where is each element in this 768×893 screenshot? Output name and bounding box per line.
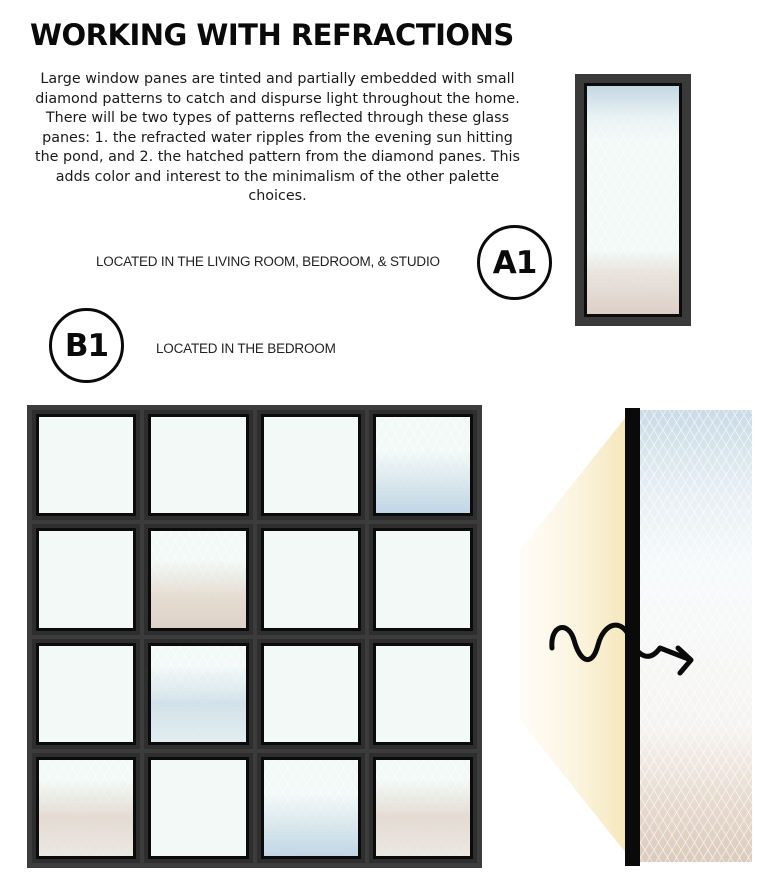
- window-pane: [369, 639, 477, 749]
- window-pane: [32, 753, 140, 863]
- pane-glass-clear: [373, 528, 473, 630]
- pane-glass-clear: [373, 643, 473, 745]
- pane-glass-blue-mid: [148, 643, 248, 745]
- window-pane: [144, 410, 252, 520]
- refraction-diagram: [510, 400, 768, 870]
- description-text: Large window panes are tinted and partially embedded with small diamond patterns to catch and dispurse light throughout the home. There will be two types of patterns reflected through these glass panes: 1. the refracted water ripples from the evening sun hitting the pond, and 2. the hatched pattern from the diamond panes. This adds color and interest to the minimalism of the other palette choices.: [35, 71, 520, 204]
- window-pane: [369, 524, 477, 634]
- badge-b1: B1: [49, 308, 124, 383]
- sunlight-beam: [520, 408, 633, 862]
- pane-glass-clear: [36, 528, 136, 630]
- window-a1-glass: [584, 83, 682, 317]
- window-pane: [32, 410, 140, 520]
- pane-glass-beige-mid: [36, 757, 136, 859]
- pane-glass-beige-bottom: [148, 528, 248, 630]
- pane-glass-clear: [261, 528, 361, 630]
- location-b1-text: LOCATED IN THE BEDROOM: [156, 341, 336, 356]
- window-pane: [257, 753, 365, 863]
- pane-glass-blue-bottom: [373, 414, 473, 516]
- badge-a1: A1: [477, 225, 552, 300]
- pane-glass-blue-bottom: [261, 757, 361, 859]
- window-pane: [369, 753, 477, 863]
- window-pane: [257, 639, 365, 749]
- pane-glass-clear: [261, 643, 361, 745]
- pane-glass-clear: [148, 757, 248, 859]
- window-pane: [144, 524, 252, 634]
- window-pane: [32, 524, 140, 634]
- location-a1-text: LOCATED IN THE LIVING ROOM, BEDROOM, & STUDIO: [96, 254, 440, 269]
- pane-glass-clear: [148, 414, 248, 516]
- window-pane: [144, 753, 252, 863]
- window-pane: [144, 639, 252, 749]
- window-pane: [257, 410, 365, 520]
- pane-glass-clear: [36, 414, 136, 516]
- window-a1: [575, 74, 691, 326]
- pane-glass-clear: [36, 643, 136, 745]
- pane-glass-beige-mid: [373, 757, 473, 859]
- window-grid-b1: [27, 405, 482, 868]
- page-title: WORKING WITH REFRACTIONS: [30, 18, 514, 52]
- pane-glass-clear: [261, 414, 361, 516]
- window-pane: [369, 410, 477, 520]
- window-pane: [257, 524, 365, 634]
- window-pane: [32, 639, 140, 749]
